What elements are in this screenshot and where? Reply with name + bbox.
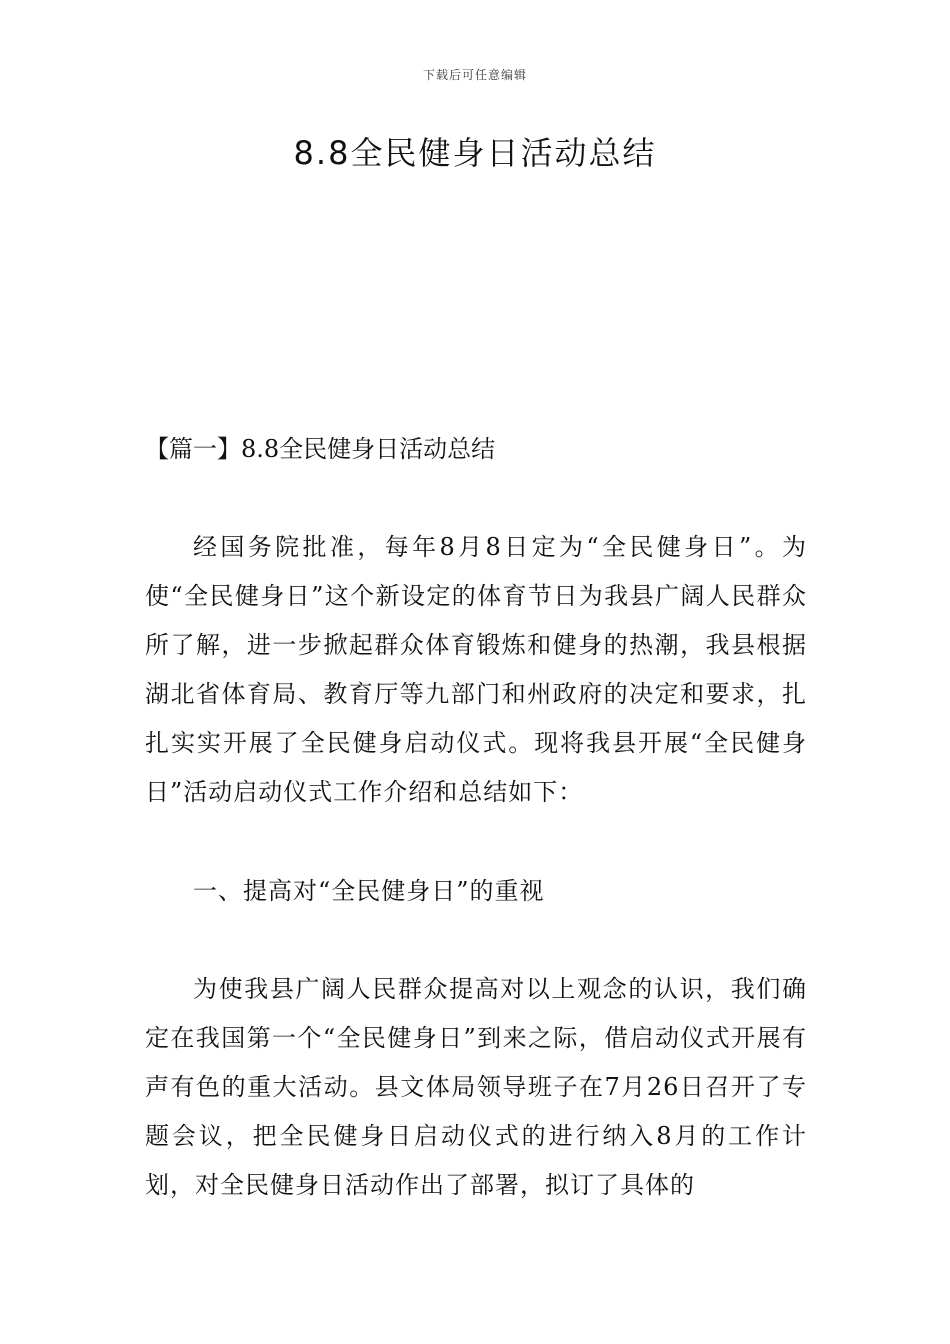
header-note: 下载后可任意编辑 xyxy=(422,68,527,82)
section-heading: 【篇一】8.8全民健身日活动总结 xyxy=(145,435,496,463)
document-body xyxy=(145,425,807,1260)
paragraph-awareness: 为使我县广阔人民群众提高对以上观念的认识，我们确定在我国第一个“全民健身日”到来之际，借启动仪式开展有声有色的重大活动。县文体局领导班子在7月26日召开了专题会议，把全民健身日启动仪式的进行纳入8月的工作计划，对全民健身日活动作出了部署，拟订了具体的 xyxy=(145,975,807,1199)
document-title: 8.8全民健身日活动总结 xyxy=(293,134,657,172)
subheading-importance: 一、提高对“全民健身日”的重视 xyxy=(193,877,545,905)
paragraph-intro: 经国务院批准，每年8月8日定为“全民健身日”。为使“全民健身日”这个新设定的体育节日为我县广阔人民群众所了解，进一步掀起群众体育锻炼和健身的热潮，我县根据湖北省体育局、教育厅等九部门和州政府的决定和要求，扎扎实实开展了全民健身启动仪式。现将我县开展“全民健身日”活动启动仪式工作介绍和总结如下： xyxy=(145,533,807,806)
